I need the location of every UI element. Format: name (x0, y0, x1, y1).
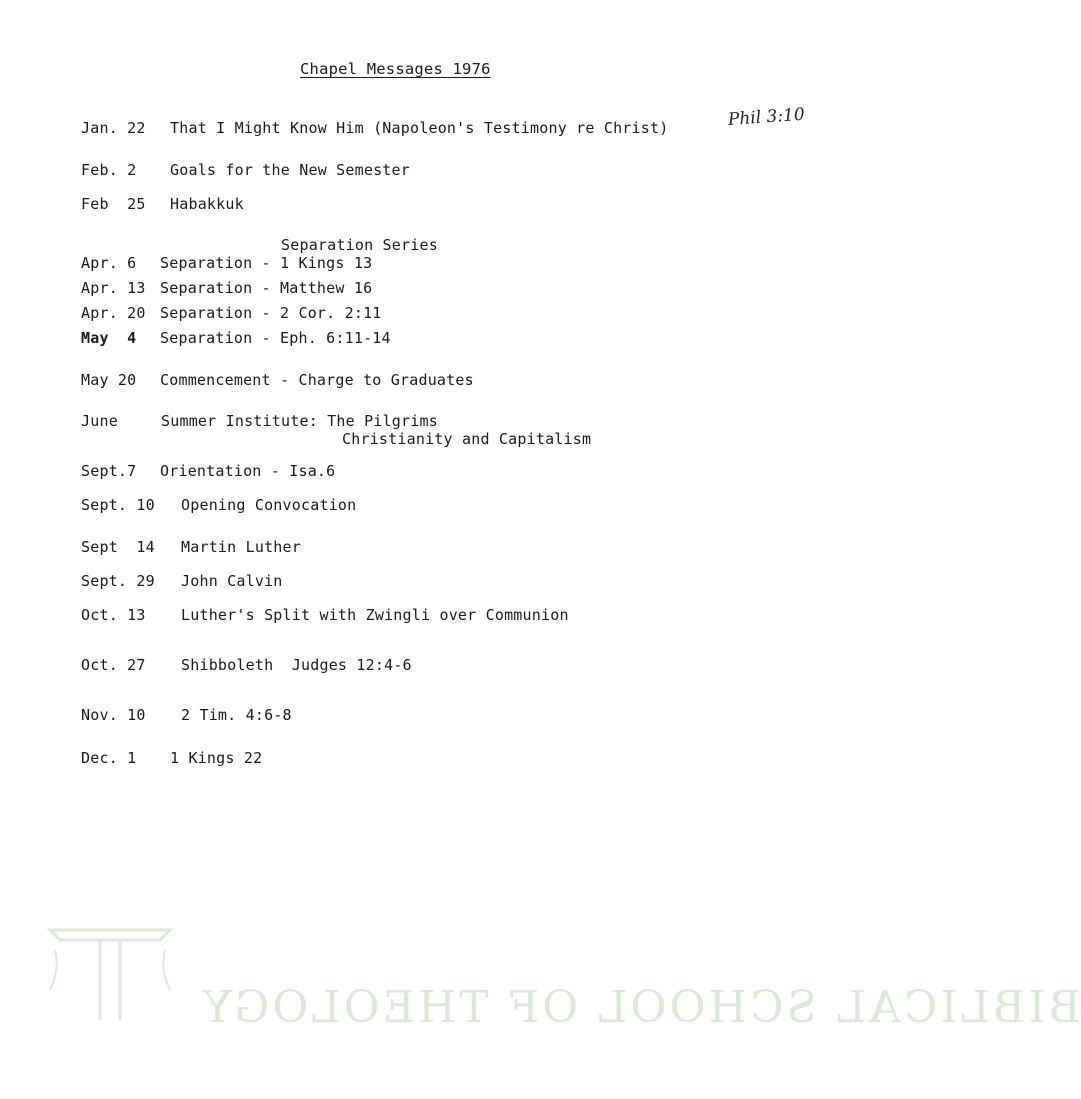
entry-text: Habakkuk (170, 195, 244, 213)
entry-date: Sept 14 (81, 538, 155, 556)
entry-date: Nov. 10 (81, 706, 146, 724)
entry-date: Apr. 13 (81, 279, 146, 297)
entry-date: June (81, 412, 118, 430)
seal-mark-icon (40, 910, 180, 1030)
entry-date: Feb 25 (81, 195, 146, 213)
entry-date: Oct. 13 (81, 606, 146, 624)
entry-date: Jan. 22 (81, 119, 146, 137)
entry-text: Luther's Split with Zwingli over Communion (181, 606, 569, 624)
entry-text: Goals for the New Semester (170, 161, 410, 179)
entry-text: Opening Convocation (181, 496, 357, 514)
entry-text: 1 Kings 22 (170, 749, 263, 767)
entry-date: Sept. 10 (81, 496, 155, 514)
entry-text: Orientation - Isa.6 (160, 462, 336, 480)
entry-date: Apr. 6 (81, 254, 137, 272)
entry-text: Separation - 1 Kings 13 (160, 254, 373, 272)
entry-date: May 4 (81, 329, 137, 347)
entry-text: 2 Tim. 4:6-8 (181, 706, 292, 724)
entry-text: Separation - Eph. 6:11-14 (160, 329, 391, 347)
entry-date: Feb. 2 (81, 161, 137, 179)
entry-date: May 20 (81, 371, 137, 389)
entry-date: Dec. 1 (81, 749, 137, 767)
handwritten-margin-note: Phil 3:10 (727, 104, 806, 130)
entry-text: John Calvin (181, 572, 283, 590)
entry-date: Sept.7 (81, 462, 137, 480)
page-title: Chapel Messages 1976 (300, 60, 491, 78)
entry-text: Separation - Matthew 16 (160, 279, 373, 297)
entry-text: Summer Institute: The Pilgrims (161, 412, 438, 430)
entry-date: Oct. 27 (81, 656, 146, 674)
entry-text: Shibboleth Judges 12:4-6 (181, 656, 412, 674)
watermark-text: BIBLICAL SCHOOL OF THEOLOGY (200, 982, 1081, 1033)
entry-text-continued: Christianity and Capitalism (342, 430, 592, 448)
entry-date: Sept. 29 (81, 572, 155, 590)
entry-text: Martin Luther (181, 538, 301, 556)
section-heading: Separation Series (281, 236, 438, 254)
entry-date: Apr. 20 (81, 304, 146, 322)
entry-text: Separation - 2 Cor. 2:11 (160, 304, 382, 322)
entry-text: That I Might Know Him (Napoleon's Testimony re Christ) (170, 119, 669, 137)
letterhead-watermark (40, 900, 1081, 1050)
entry-text: Commencement - Charge to Graduates (160, 371, 474, 389)
